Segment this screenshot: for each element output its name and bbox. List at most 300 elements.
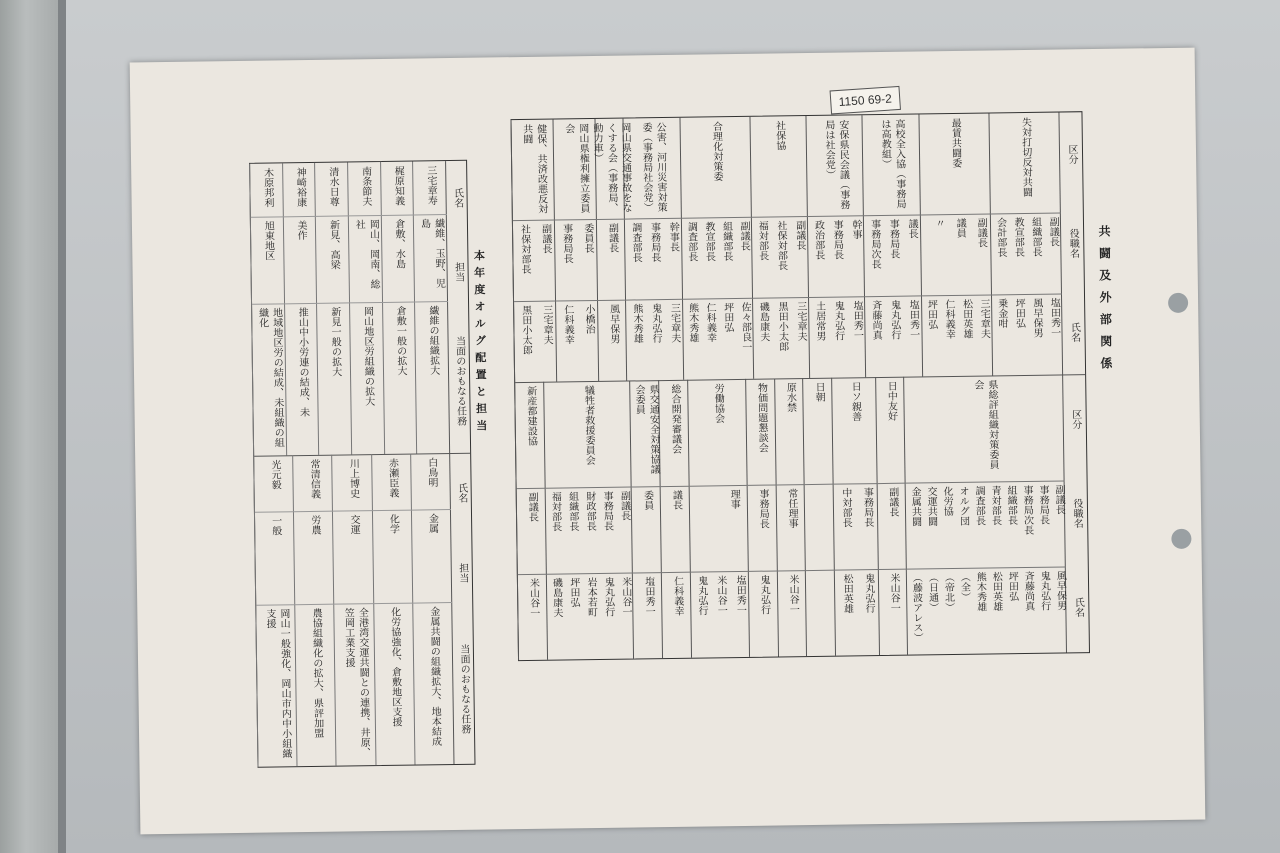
group-category [832, 377, 877, 484]
person-name-cell: 松田英雄 [960, 298, 973, 339]
role-cell: 事務局長 [601, 490, 613, 531]
organizer-area: 倉敷、水島 [392, 218, 405, 269]
role-cell: 社保対部長 [774, 219, 787, 271]
role-cell: 副議長 [539, 223, 551, 254]
name-cells [691, 571, 750, 658]
organizer-upper-section [250, 161, 470, 456]
person-name-cell: 熊木秀雄 [630, 303, 643, 344]
group-column [774, 378, 808, 656]
name-cells [835, 569, 879, 656]
name-cells [753, 297, 810, 379]
role-cell: 副議長 [793, 219, 806, 250]
organizer-name: 白鳥明 [425, 457, 438, 488]
role-cells [682, 216, 753, 299]
relations-upper-section [512, 112, 1086, 382]
organizer-area: 美作 [294, 219, 307, 240]
role-cells [991, 212, 1062, 295]
name-cells [556, 300, 599, 382]
role-cells [864, 214, 921, 297]
person-name-cell: 塩田秀一 [734, 574, 746, 615]
person-name-cell: 塩田秀一 [850, 300, 863, 341]
category-label: 社保協 [773, 120, 785, 151]
role-cell: 常任理事 [785, 487, 798, 528]
organizer-task-cell [252, 303, 287, 455]
organizer-area: 一般 [269, 515, 281, 536]
organizer-task: 全港湾交運共闘との連携、井原、笠岡工業支援 [342, 607, 370, 758]
category-label: 総合開発審議会 [668, 383, 681, 454]
person-name-cell: 鬼丸弘行 [695, 575, 708, 616]
organizer-row [314, 162, 352, 454]
category-label: 岡山県権利擁立委員会 [562, 123, 590, 214]
organizer-task-cell [415, 301, 450, 453]
role-cell: 副議長 [1053, 484, 1065, 515]
person-name-cell: 三宅章夫 [794, 300, 807, 341]
organizer-row [249, 163, 287, 455]
organizer-row [371, 454, 416, 766]
role-cell: 議長 [906, 218, 918, 239]
role-cells [747, 484, 777, 572]
category-label: 高校全入協（事務局は高教組） [878, 118, 906, 209]
group-category [807, 115, 865, 216]
role-cells [776, 484, 806, 572]
organizer-name-cell [413, 161, 446, 215]
person-name-cell: 坪田弘 [721, 301, 734, 332]
punch-hole-top [1168, 293, 1188, 313]
name-cells [683, 298, 754, 380]
name-cells [662, 571, 692, 658]
role-cell: 理事 [728, 488, 740, 509]
name-cells [518, 574, 548, 661]
person-name-cell: 風早保男 [607, 303, 620, 344]
person-name-cell: 土居常男 [813, 300, 826, 341]
role-cell: 調査部長 [973, 485, 985, 526]
category-label: 犠牲者救援委員会 [582, 385, 595, 466]
person-name-cell: 風早保男 [1030, 297, 1043, 338]
category-label: 合理化対策委 [710, 121, 723, 182]
organizer-area: 新見、高梁 [327, 219, 340, 270]
binder-edge [58, 0, 66, 853]
organizer-area: 金属 [426, 513, 438, 534]
organizer-area-cell [412, 509, 453, 604]
organizer-name: 常清信義 [308, 458, 320, 500]
organizer-task-cell [317, 303, 352, 455]
role-cells [597, 218, 626, 301]
role-cell: 事務局次長 [868, 218, 881, 269]
person-name-cell: 鬼丸弘行 [602, 576, 614, 617]
person-name-cell: 風早保男 [1054, 570, 1066, 611]
header-label: 区分 [1069, 408, 1081, 430]
person-name-cell: 松田英雄 [840, 573, 853, 614]
group-category [750, 116, 808, 217]
role-cell: 財政部長 [583, 490, 596, 531]
header-label: 役職名 [1067, 228, 1079, 259]
role-cells [545, 486, 633, 574]
organizer-task-cell [256, 604, 297, 766]
category-label: 失対打切反対共闘 [1019, 116, 1032, 198]
name-cells [806, 569, 836, 656]
organizer-name-cell [283, 163, 316, 217]
group-category [680, 117, 752, 219]
category-label: 新産都建設協 [524, 385, 537, 446]
person-name-cell: 小橋治 [582, 303, 595, 334]
right-table-title: 共闘及外部関係 [1097, 224, 1114, 379]
role-cell: 組織部長 [1029, 216, 1042, 257]
role-cell: 副議長 [1047, 216, 1059, 247]
organizer-task-cell [285, 303, 320, 455]
role-cells [625, 217, 682, 300]
organizer-task-cell [350, 302, 385, 454]
group-column [553, 119, 600, 382]
group-category [515, 382, 545, 489]
organizer-task: 岡山一般強化、岡山市内中小組織支援 [263, 608, 292, 759]
category-label: 県総評組織対策委員会 [971, 379, 999, 470]
organizer-name-cell [348, 162, 381, 216]
header-label: 氏名 [1072, 597, 1084, 618]
person-name-cell: 仁科義幸 [671, 575, 684, 616]
person-name-cell: 三宅章夫 [540, 304, 553, 345]
organizer-name: 川上博史 [347, 458, 359, 499]
archive-stamp: 1150 69-2 [830, 86, 901, 115]
role-cell: 教宣部長 [702, 220, 715, 262]
organizer-name-cell [381, 162, 414, 216]
group-category [989, 112, 1061, 214]
organizer-task: 地域地区労の結成、未組織の組織化 [256, 307, 284, 448]
role-cells [920, 213, 991, 296]
organizer-row [292, 455, 337, 767]
person-name-cell: 松田英雄 [990, 571, 1002, 612]
group-category [746, 378, 776, 485]
category-label: 原水禁 [784, 382, 796, 413]
role-cell: 社保対部長 [518, 223, 531, 274]
person-name-cell: 黒田小太郎 [519, 304, 532, 355]
organizer-area-cell [333, 510, 374, 605]
role-cell: 青対部長 [989, 484, 1001, 526]
category-label: 労働協会 [712, 383, 724, 424]
group-column [749, 116, 810, 379]
person-name-cell: 熊木秀雄 [974, 571, 986, 612]
organizer-task-cell [413, 602, 454, 764]
organizer-area: 化学 [387, 513, 399, 534]
person-name-cell: 仁科義幸 [942, 298, 955, 339]
role-cell: 調査部長 [685, 221, 697, 262]
role-cell: 事務局長 [831, 219, 843, 260]
organizer-header-label: 担当 [452, 261, 464, 282]
document-page [130, 48, 1206, 835]
role-cells [906, 480, 1066, 569]
organizer-area: 交運 [348, 514, 360, 535]
role-cell [711, 485, 714, 571]
organizer-name: 光元毅 [268, 459, 281, 490]
name-cells [514, 300, 557, 382]
person-name-cell: 佐々部良一 [739, 301, 751, 352]
person-name-cell: 鬼丸弘行 [832, 300, 844, 341]
person-name-cell: （日通） [926, 572, 938, 613]
role-cell: 議員 [954, 217, 966, 238]
organizer-area-cell [373, 510, 414, 605]
category-label: 日ソ親善 [849, 381, 861, 422]
organizer-area-cell [316, 215, 350, 304]
group-column [803, 378, 837, 656]
role-cells [632, 486, 662, 574]
role-cell: 事務局長 [560, 222, 573, 264]
person-name-cell: 坪田弘 [567, 577, 580, 608]
role-cells [555, 219, 598, 302]
category-label: 日中友好 [885, 380, 897, 421]
category-label: 県交通安全対策協議会委員 [633, 384, 660, 475]
relations-lower-section [515, 374, 1089, 660]
group-column [988, 112, 1063, 375]
organizer-row [410, 453, 455, 765]
organizer-name: 梶原知義 [392, 165, 404, 206]
role-cell [818, 483, 821, 569]
person-name-cell: （藤波アレス） [910, 572, 923, 643]
person-name-cell: 仁科義幸 [704, 302, 716, 343]
category-label: 公害、河川災害対策委（事務局社会党） [640, 122, 667, 213]
role-cell: 教宣部長 [1011, 216, 1024, 257]
person-name-cell: 米山谷一 [527, 577, 539, 618]
organizer-area-cell [381, 214, 415, 303]
organizer-row [380, 162, 418, 454]
person-name-cell: 磯島康夫 [550, 577, 562, 618]
role-cell: 〃 [933, 217, 945, 228]
role-cell: 交運共闘 [925, 485, 937, 527]
organizer-name: 三宅章寿 [424, 165, 437, 206]
role-cell: 副議長 [738, 220, 750, 251]
role-cells [877, 482, 907, 570]
category-label: 安保県民会議（事務局は社会党） [822, 119, 849, 210]
organizer-area-cell [255, 511, 296, 606]
group-category [544, 381, 632, 489]
organizer-header-label: 氏名 [451, 187, 463, 208]
group-category [905, 374, 1065, 483]
role-cell: 事務局次長 [1021, 484, 1033, 535]
category-label: 最賃共闘委 [949, 117, 961, 169]
punch-hole-bottom [1171, 529, 1191, 549]
group-category [554, 119, 598, 220]
person-name-cell: 鬼丸弘行 [862, 572, 875, 614]
organizer-task: 岡山地区労組織の拡大 [361, 306, 374, 407]
group-column [590, 119, 632, 381]
person-name-cell: 塩田秀一 [907, 299, 919, 340]
person-name-cell: 米山谷一 [786, 574, 799, 615]
role-cell: 福対部長 [549, 491, 561, 532]
group-category [863, 114, 921, 215]
organizer-task: 新見一般の拡大 [328, 306, 341, 377]
role-cell: 調査部長 [629, 221, 642, 263]
role-cell: 委員 [641, 489, 653, 510]
person-name-cell: 三宅章夫 [978, 298, 990, 339]
role-cell: オルグ団 [957, 485, 969, 526]
group-column [687, 379, 750, 658]
category-label: 物価問題懇談会 [755, 382, 768, 453]
person-name-cell: 鬼丸弘行 [1038, 570, 1050, 611]
name-cells [865, 295, 922, 377]
organizer-task: 推山中小労連の結成、未 [296, 307, 309, 418]
name-cells [809, 296, 866, 378]
organizer-header-label: 当面のおもなる任務 [453, 335, 466, 426]
organizer-area: 旭東地区 [262, 220, 274, 261]
role-cell: 副議長 [526, 491, 538, 522]
left-table-title: 本年度オルグ配置と担当 [472, 249, 488, 437]
group-column [630, 380, 664, 658]
group-column [679, 117, 754, 380]
role-cell [923, 214, 926, 295]
header-label: 氏名 [1068, 322, 1080, 343]
role-cell: 組織部長 [720, 220, 733, 261]
organizer-lower-section [254, 453, 474, 767]
name-cells [547, 572, 635, 659]
organizer-name-cell [250, 163, 283, 217]
person-name-cell: 仁科義幸 [561, 304, 574, 345]
organizer-area-cell [251, 216, 285, 305]
organizer-name-cell [293, 455, 333, 513]
organizer-table [249, 160, 475, 768]
person-name-cell: （帝北） [942, 571, 954, 612]
category-label: 日朝 [813, 381, 825, 402]
role-cell: 議長 [670, 489, 682, 510]
role-cell: 金属共闘 [909, 486, 921, 527]
organizer-row [412, 161, 450, 453]
group-category [775, 378, 805, 485]
name-cells [878, 568, 908, 655]
organizer-task: 農協組織化の拡大、県評加盟 [310, 608, 323, 739]
role-cell: 副議長 [886, 486, 899, 517]
person-name-cell: 坪田弘 [1013, 297, 1025, 328]
name-cells [777, 570, 807, 657]
group-column [875, 377, 909, 655]
person-name-cell: 鬼丸弘行 [649, 302, 662, 343]
person-name-cell: 黒田小太郎 [776, 301, 788, 352]
role-cell: 事務局長 [887, 218, 899, 259]
group-category [512, 120, 556, 221]
person-name-cell: 斉藤尚真 [1022, 570, 1034, 611]
organizer-task-cell [383, 302, 418, 454]
organizer-name-cell [372, 454, 412, 512]
organizer-row [282, 163, 320, 455]
person-name-cell: （全） [958, 571, 970, 602]
organizer-area-cell [284, 215, 318, 304]
person-name-cell [820, 570, 823, 656]
name-cells [598, 299, 627, 381]
person-name-cell: 鬼丸弘行 [888, 299, 900, 340]
group-category [659, 380, 689, 487]
role-cell: 中対部長 [839, 487, 852, 528]
role-cell: 事務局長 [756, 488, 769, 529]
person-name-cell: 塩田秀一 [1048, 297, 1060, 338]
organizer-area-cell [414, 214, 448, 303]
role-cell: 幹事 [849, 218, 862, 239]
name-cells [626, 299, 683, 381]
name-cells [633, 572, 663, 659]
role-cell: 事務局長 [1037, 484, 1049, 525]
person-name-cell: 米山谷一 [887, 572, 900, 613]
organizer-area: 繊維、玉野、児島 [418, 217, 445, 288]
organizer-task: 化労協強化、倉敷地区支援 [388, 607, 402, 728]
name-cells [749, 570, 779, 657]
organizer-name-cell [411, 453, 451, 511]
role-cell: 組織部長 [1005, 484, 1017, 525]
role-cell: 副議長 [618, 490, 630, 521]
category-label: 健保、共済改悪反対共闘 [520, 123, 547, 214]
organizer-name-cell [333, 454, 373, 512]
organizer-area: 労農 [308, 514, 321, 535]
group-category [804, 378, 834, 485]
group-column [658, 380, 692, 658]
organizer-name: 赤瀬臣義 [386, 457, 398, 498]
role-cells [834, 483, 878, 571]
organizer-task-cell [335, 603, 376, 765]
organizer-row [332, 454, 377, 766]
group-column [543, 381, 634, 660]
person-name-cell: 乗金咁 [995, 298, 1007, 329]
group-column [862, 114, 923, 377]
group-category [919, 113, 991, 215]
organizer-header-label: 当面のおもなる任務 [457, 643, 471, 734]
organizer-name: 清水日尊 [326, 166, 339, 207]
group-column [806, 115, 867, 378]
person-name-cell: 坪田弘 [1006, 570, 1018, 602]
organizer-name-cell [254, 455, 294, 513]
role-cell: 事務局長 [861, 486, 873, 527]
role-cell [696, 485, 699, 571]
organizer-task: 金属共闘の組織拡大、地本結成 [427, 606, 441, 747]
role-cell: 会計部長 [994, 216, 1006, 257]
group-column [904, 374, 1067, 654]
role-cells [661, 485, 691, 573]
organizer-area-cell [294, 511, 335, 606]
role-cell: 副議長 [975, 217, 987, 248]
group-column [831, 377, 879, 656]
group-category [631, 380, 661, 487]
organizer-task-cell [374, 603, 415, 765]
group-column [514, 382, 548, 660]
role-cells [513, 219, 556, 302]
role-cell: 化労協 [941, 485, 953, 516]
person-name-cell: 三宅章夫 [668, 302, 680, 343]
category-label: 岡山県交通事故をなくする会（事務局、動力車） [590, 122, 632, 213]
role-cells [805, 483, 835, 571]
person-name-cell: 斉藤尚真 [869, 299, 882, 340]
role-cell: 幹事長 [667, 221, 679, 252]
role-cell: 政治部長 [812, 219, 824, 260]
role-cell: 組織部長 [566, 490, 579, 532]
header-label: 区分 [1065, 144, 1078, 165]
binder-strip [0, 0, 58, 853]
organizer-name-cell [315, 162, 348, 216]
person-name-cell: 坪田弘 [925, 298, 937, 330]
name-cells [921, 294, 992, 376]
role-cells [517, 487, 547, 575]
header-label: 役職名 [1070, 498, 1083, 529]
organizer-task: 倉敷一般の拡大 [394, 305, 407, 376]
role-cells [808, 215, 865, 298]
group-category [688, 379, 747, 486]
organizer-task-cell [295, 604, 336, 766]
organizer-area-cell [349, 215, 383, 304]
organizer-name: 木原邦利 [261, 167, 274, 208]
organizer-header-label: 担当 [456, 563, 468, 584]
person-name-cell: 鬼丸弘行 [758, 574, 770, 615]
person-name-cell: 岩本若町 [584, 576, 597, 617]
group-category [876, 377, 906, 484]
organizer-row [347, 162, 385, 454]
group-column [745, 378, 779, 656]
person-name-cell: 熊木秀雄 [686, 302, 699, 343]
organizer-row [253, 455, 298, 767]
relations-table [510, 111, 1090, 661]
organizer-header-label: 氏名 [455, 482, 467, 504]
role-cells [752, 216, 809, 299]
